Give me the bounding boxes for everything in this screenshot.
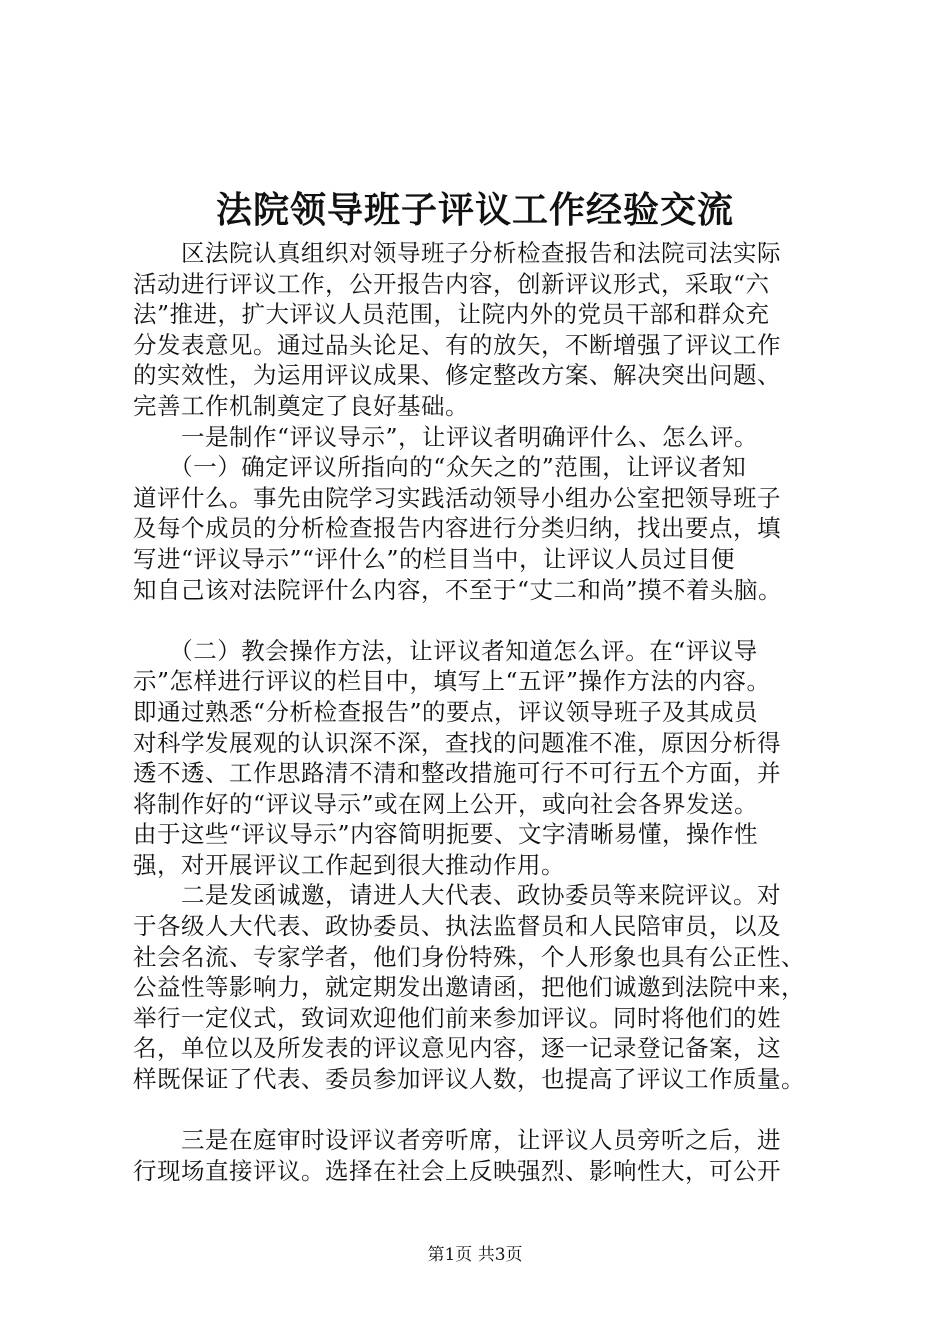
text-line: 区法院认真组织对领导班子分析检查报告和法院司法实际 (133, 239, 781, 267)
text-line: （一）确定评议所指向的“众矢之的”范围，让评议者知 (133, 453, 747, 482)
text-line: 分发表意见。通过品头论足、有的放矢，不断增强了评议工作 (133, 330, 781, 359)
text-line: 的实效性，为运用评议成果、修定整改方案、解决突出问题、 (133, 361, 781, 390)
text-line: 样既保证了代表、委员参加评议人数，也提高了评议工作质量。 (133, 1065, 805, 1094)
text-line: 行现场直接评议。选择在社会上反映强烈、影响性大，可公开 (133, 1156, 781, 1185)
paragraph-gap (133, 605, 853, 636)
page-footer: 第1页 共3页 (427, 1245, 523, 1265)
text-line: 写进“评议导示”“评什么”的栏目当中，让评议人员过目便 (133, 544, 736, 573)
text-line: 由于这些“评议导示”内容简明扼要、文字清晰易懂，操作性 (133, 820, 759, 849)
text-line: 道评什么。事先由院学习实践活动领导小组办公室把领导班子 (133, 483, 781, 512)
text-line: （二）教会操作方法，让评议者知道怎么评。在“评议导 (133, 636, 758, 665)
text-line: 社会名流、专家学者，他们身份特殊，个人形象也具有公正性、 (133, 942, 805, 971)
document-body (133, 238, 853, 1186)
text-line: 完善工作机制奠定了良好基础。 (133, 391, 469, 420)
text-line: 于各级人大代表、政协委员、执法监督员和人民陪审员，以及 (133, 912, 781, 941)
text-line: 及每个成员的分析检查报告内容进行分类归纳，找出要点，填 (133, 514, 781, 543)
document-title: 法院领导班子评议工作经验交流 (215, 189, 734, 231)
text-line: 透不透、工作思路清不清和整改措施可行不可行五个方面，并 (133, 759, 781, 788)
text-line: 法”推进，扩大评议人员范围，让院内外的党员干部和群众充 (133, 300, 770, 329)
text-line: 举行一定仪式，致词欢迎他们前来参加评议。同时将他们的姓 (133, 1003, 781, 1032)
text-line: 二是发函诚邀，请进人大代表、政协委员等来院评议。对 (133, 881, 781, 910)
text-line: 对科学发展观的认识深不深，查找的问题准不准，原因分析得 (133, 728, 781, 757)
text-line: 示”怎样进行评议的栏目中，填写上“五评”操作方法的内容。 (133, 667, 771, 696)
text-line: 知自己该对法院评什么内容，不至于“丈二和尚”摸不着头脑。 (133, 575, 783, 604)
text-line: 一是制作“评议导示”，让评议者明确评什么、怎么评。 (133, 422, 759, 451)
text-line: 将制作好的“评议导示”或在网上公开，或向社会各界发送。 (133, 789, 759, 818)
text-line: 即通过熟悉“分析检查报告”的要点，评议领导班子及其成员 (133, 697, 759, 726)
text-line: 强，对开展评议工作起到很大推动作用。 (133, 850, 565, 879)
text-line: 名，单位以及所发表的评议意见内容，逐一记录登记备案，这 (133, 1034, 781, 1063)
text-line: 活动进行评议工作，公开报告内容，创新评议形式，采取“六 (133, 269, 770, 298)
text-line: 三是在庭审时设评议者旁听席，让评议人员旁听之后，进 (133, 1126, 781, 1155)
paragraph-gap (133, 1095, 853, 1126)
text-line: 公益性等影响力，就定期发出邀请函，把他们诚邀到法院中来， (133, 973, 805, 1002)
